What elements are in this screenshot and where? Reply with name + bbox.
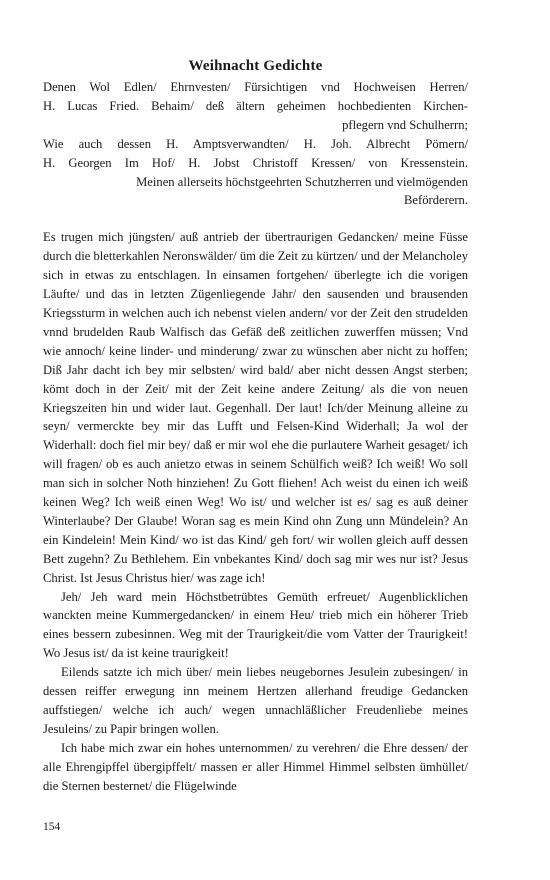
document-page	[43, 56, 468, 796]
dedication-line: Beförderern.	[404, 193, 468, 208]
page-number: 154	[43, 821, 61, 833]
paragraph: Es trugen mich jüngsten/ auß antrieb der übertraurigen Gedancken/ meine Füsse durch die bletterkahlen Neronswälder/ üm die Zeit zu kürtzen/ und der Melancholey sich in etwas zu entschlagen. In einsamen fortgehen/ überlegte ich die vorigen Läufte/ und das in letzten Zügenliegende Jahr/ den sausenden und brausenden Kriegssturm in welchen auch ich nebenst vielen andern/ vor der Zeit den strudelden vnnd brudelden Raub Walfisch das Gefäß deß zeitlichen zuwerffen müssen; Vnd wie annoch/ keine linder- und minderung/ zwar zu wünschen aber nicht zu hoffen; Diß Jahr dacht ich bey mir selbsten/ wird bald/ aber nicht dessen Angst sterben; kömt doch in der Zeit/ mit der Zeit keine andere Zeitung/ als die von neuen Kriegszeiten hin und wider laut. Gegenhall. Der laut! Ich/der Meinung alleine zu seyn/ vermerckte bey mir das Lufft und Felsen-Kind Widerhall; Ja wol der Widerhall: doch fiel mir bey/ daß er mir wol ehe die purlautere Warheit gesaget/ ich will fragen/ ob es auch anietzo etwas in seinem Schülfich weiß? Ich weiß! Wo soll man sich in solcher Noth hinziehen! Zu Gott fliehen! Ach weist du einen ich weiß keinen Weg? Ich weiß einen Weg! Wo ist/ und welcher ist es/ sag es auß deiner Winterlaube? Der Glaube! Woran sag es mein Kind ohn Zung unn Mündelein? An ein Kindelein! Mein Kind/ wo ist das Kind/ geh fort/ wir wollen gleich auff dessen Bett zugehn? Zu Bethlehem. Ein vnbekantes Kind/ doch sag mir wes nur ist? Jesus Christ. Ist Jesus Christus hier/ was zage ich!	[43, 230, 468, 585]
dedication-line: Denen Wol Edlen/ Ehrnvesten/ Fürsichtigen vnd Hochweisen Herren/	[43, 80, 468, 94]
dedication-block	[43, 78, 468, 210]
page-title: Weihnacht Gedichte	[188, 58, 323, 74]
dedication-line: pflegern vnd Schulherrn;	[342, 117, 468, 132]
paragraph: Eilends satzte ich mich über/ mein liebes neugebornes Jesulein zubesingen/ in dessen reiffer erwegung inn meinem Hertzen allerhand freudige Gedancken auffstiegen/ welche ich auch/ wegen unnachläßlicher Freudenliebe meines Jesuleins/ zu Papir bringen wollen.	[43, 665, 468, 736]
dedication-line: H. Lucas Fried. Behaim/ deß ältern geheimen hochbedienten Kirchen-	[43, 98, 468, 113]
dedication-line: Wie auch dessen H. Amptsverwandten/ H. Joh. Albrecht Pömern/	[43, 136, 468, 151]
body-text	[43, 228, 468, 795]
dedication-line: H. Georgen Im Hof/ H. Jobst Christoff Kressen/ von Kressenstein.	[43, 155, 468, 170]
paragraph: Jeh/ Jeh ward mein Höchstbetrübtes Gemüth erfreuet/ Augenblicklichen wanckten meine Kummergedancken/ in einem Heu/ trieb mich ein höherer Trieb eines bessern zubesinnen. Weg mit der Traurigkeit/die vom Vatter der Traurigkeit! Wo Jesus ist/ da ist keine traurigkeit!	[43, 589, 468, 661]
paragraph: Ich habe mich zwar ein hohes unternommen/ zu verehren/ die Ehre dessen/ der alle Ehrengipffel übergipffelt/ massen er aller Himmel Himmel selbsten ümhüllet/ die Sternen besternet/ die Flügelwinde	[43, 740, 468, 793]
dedication-line: Meinen allerseits höchstgeehrten Schutzherren und vielmögenden	[136, 174, 468, 189]
